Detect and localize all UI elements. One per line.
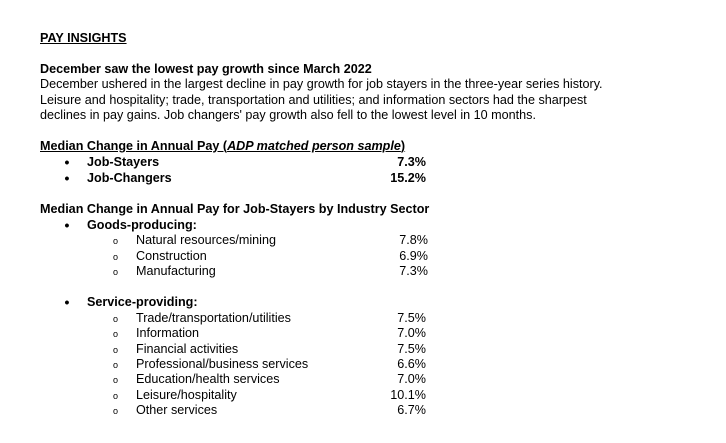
intro-paragraph bbox=[40, 77, 660, 124]
bullet-icon: • bbox=[64, 294, 70, 310]
item-label: Natural resources/mining bbox=[136, 233, 276, 247]
item-label: Leisure/hospitality bbox=[136, 388, 237, 402]
item-value: 7.8% bbox=[399, 233, 428, 247]
sub-bullet-icon: o bbox=[113, 375, 119, 385]
item-label: Trade/transportation/utilities bbox=[136, 311, 291, 325]
bullet-icon: • bbox=[64, 170, 70, 186]
item-value: 7.3% bbox=[399, 264, 428, 278]
list-item bbox=[40, 311, 426, 327]
sub-bullet-icon: o bbox=[113, 345, 119, 355]
item-label: Information bbox=[136, 326, 199, 340]
sub-bullet-icon: o bbox=[113, 314, 119, 324]
list-item bbox=[40, 171, 426, 187]
sub-bullet-icon: o bbox=[113, 252, 119, 262]
item-value: 15.2% bbox=[390, 171, 426, 185]
paragraph-line: Leisure and hospitality; trade, transportation and utilities; and information sectors had the sharpest bbox=[40, 92, 587, 107]
list-item bbox=[40, 342, 426, 358]
group-label: Service-providing: bbox=[87, 295, 198, 309]
sub-bullet-icon: o bbox=[113, 329, 119, 339]
list-item bbox=[40, 388, 426, 404]
sub-bullet-icon: o bbox=[113, 267, 119, 277]
item-label: Other services bbox=[136, 403, 218, 417]
median-title-italic: ADP matched person sample bbox=[227, 139, 401, 153]
list-item bbox=[40, 155, 426, 171]
item-label: Professional/business services bbox=[136, 357, 309, 371]
group-label: Goods-producing: bbox=[87, 218, 197, 232]
group-header bbox=[40, 295, 440, 311]
item-label: Job-Changers bbox=[87, 171, 172, 185]
median-title-main: Median Change in Annual Pay ( bbox=[40, 139, 228, 153]
sub-bullet-icon: o bbox=[113, 406, 119, 416]
item-label: Job-Stayers bbox=[87, 155, 160, 169]
list-item bbox=[40, 233, 428, 249]
item-value: 6.9% bbox=[399, 249, 428, 263]
section-subheading: December saw the lowest pay growth since March 2022 bbox=[40, 62, 372, 76]
item-value: 6.6% bbox=[397, 357, 426, 371]
page-heading: PAY INSIGHTS bbox=[40, 31, 127, 45]
item-value: 7.0% bbox=[397, 372, 426, 386]
item-value: 7.5% bbox=[397, 311, 426, 325]
sub-bullet-icon: o bbox=[113, 236, 119, 246]
group-header bbox=[40, 218, 440, 234]
paragraph-line: December ushered in the largest decline in pay growth for job stayers in the three-year series history. bbox=[40, 77, 603, 91]
item-value: 7.5% bbox=[397, 342, 426, 356]
item-value: 10.1% bbox=[390, 388, 426, 402]
list-item bbox=[40, 372, 426, 388]
item-label: Financial activities bbox=[136, 342, 239, 356]
item-label: Education/health services bbox=[136, 372, 280, 386]
sub-bullet-icon: o bbox=[113, 360, 119, 370]
item-value: 6.7% bbox=[397, 403, 426, 417]
bullet-icon: • bbox=[64, 154, 70, 170]
sub-bullet-icon: o bbox=[113, 391, 119, 401]
median-title-end: ) bbox=[400, 139, 406, 153]
list-item bbox=[40, 249, 428, 265]
list-item bbox=[40, 403, 426, 419]
list-item bbox=[40, 264, 428, 280]
list-item bbox=[40, 326, 426, 342]
item-value: 7.0% bbox=[397, 326, 426, 340]
item-value: 7.3% bbox=[397, 155, 426, 169]
median-change-title bbox=[40, 139, 405, 155]
item-label: Manufacturing bbox=[136, 264, 216, 278]
industry-section-title: Median Change in Annual Pay for Job-Stayers by Industry Sector bbox=[40, 202, 430, 216]
paragraph-line: declines in pay gains. Job changers' pay growth also fell to the lowest level in 10 months. bbox=[40, 108, 536, 122]
list-item bbox=[40, 357, 426, 373]
bullet-icon: • bbox=[64, 217, 70, 233]
item-label: Construction bbox=[136, 249, 207, 263]
